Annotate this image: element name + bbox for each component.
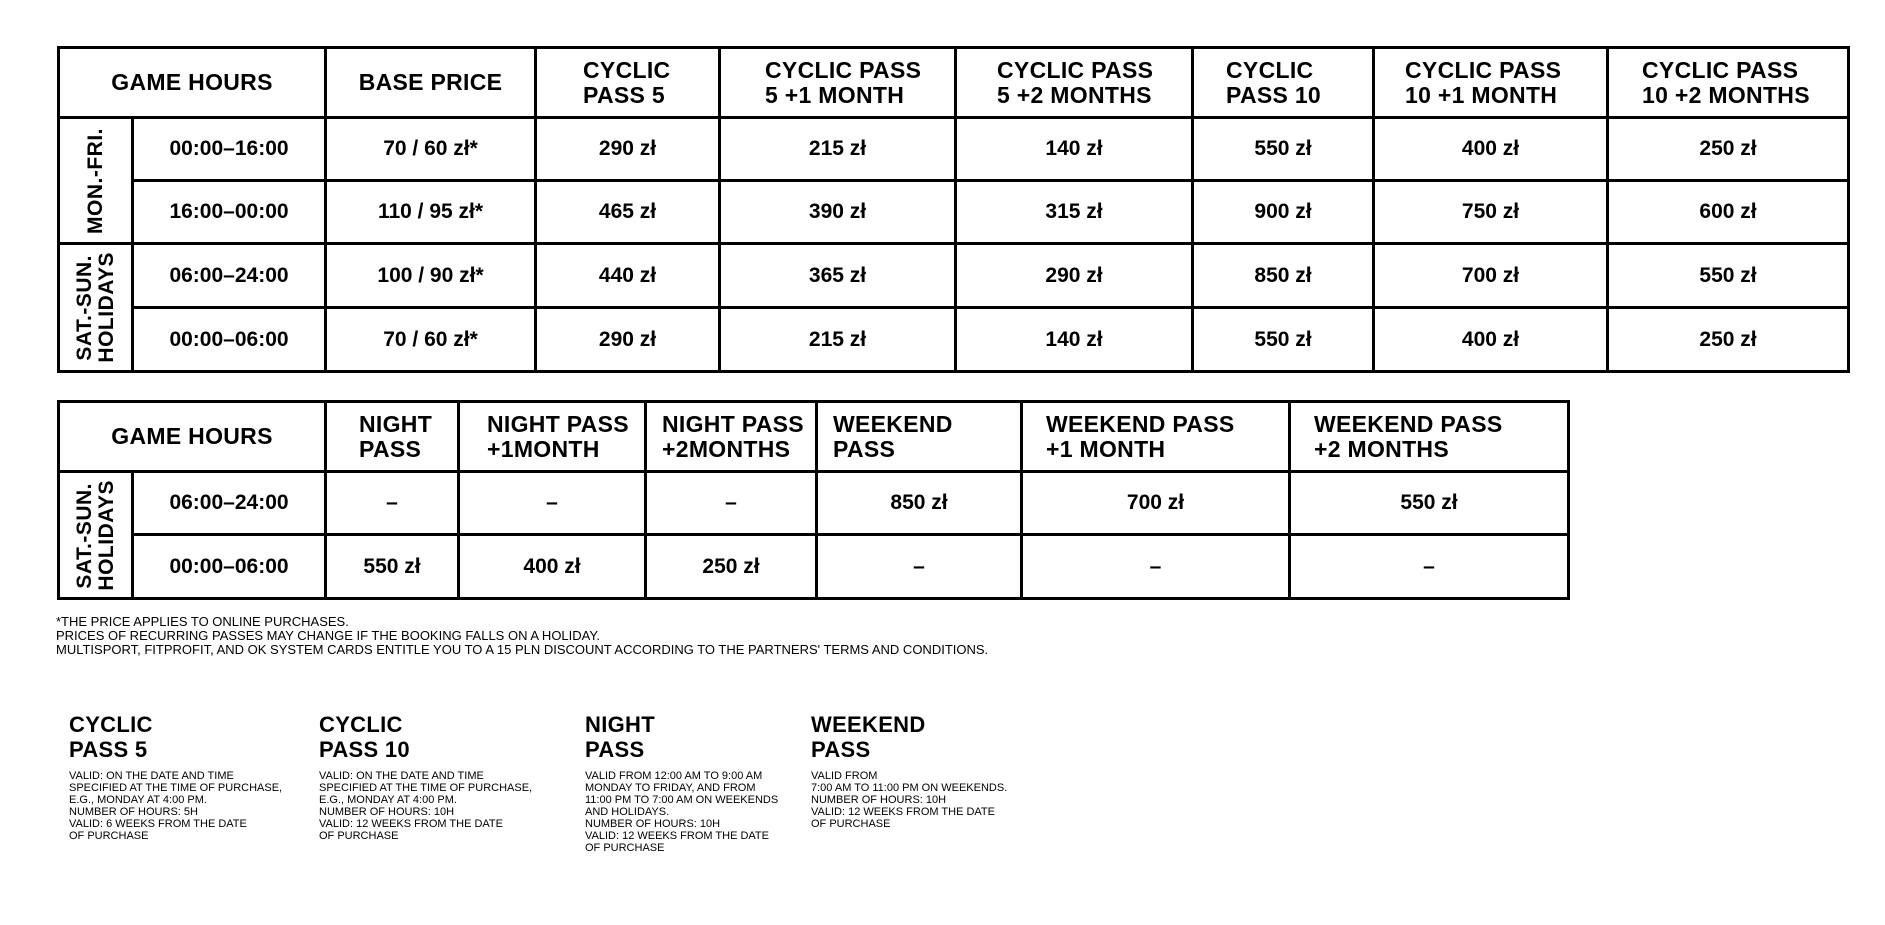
table-row <box>59 308 1849 372</box>
legend-description: VALID FROM 7:00 AM TO 11:00 PM ON WEEKENDS. NUMBER OF HOURS: 10H VALID: 12 WEEKS FROM THE DATE OF PURCHASE <box>811 770 1008 830</box>
base-price-cell: 100 / 90 zł* <box>326 244 536 308</box>
price-cell: 400 zł <box>1374 118 1608 181</box>
legend-description: VALID FROM 12:00 AM TO 9:00 AM MONDAY TO FRIDAY, AND FROM 11:00 PM TO 7:00 AM ON WEEKENDS AND HOLIDAYS. NUMBER OF HOURS: 10H VALID: 12 WEEKS FROM THE DATE OF PURCHASE <box>585 770 779 854</box>
price-cell: 290 zł <box>536 118 720 181</box>
game-hours-cell: 00:00–06:00 <box>133 308 326 372</box>
price-cell: 365 zł <box>720 244 956 308</box>
price-cell: 250 zł <box>1608 308 1849 372</box>
price-cell: 600 zł <box>1608 181 1849 244</box>
price-cell: 250 zł <box>1608 118 1849 181</box>
header-cyclic-pass-10-2m: CYCLIC PASS 10 +2 MONTHS <box>1608 48 1849 118</box>
legend-weekend-pass <box>811 712 1007 830</box>
group-label-weekdays: MON.-FRI. <box>59 118 133 244</box>
legend-description: VALID: ON THE DATE AND TIME SPECIFIED AT THE TIME OF PURCHASE, E.G., MONDAY AT 4:00 PM. NUMBER OF HOURS: 10H VALID: 12 WEEKS FROM THE DATE OF PURCHASE <box>319 770 533 842</box>
price-cell: – <box>1022 535 1290 599</box>
price-cell: 400 zł <box>1374 308 1608 372</box>
footnote-partner-discount: MULTISPORT, FITPROFIT, AND OK SYSTEM CARDS ENTITLE YOU TO A 15 PLN DISCOUNT ACCORDING TO THE PARTNERS' TERMS AND CONDITIONS. <box>56 642 989 657</box>
price-cell: – <box>326 472 459 535</box>
table-row <box>59 118 1849 181</box>
price-cell: 550 zł <box>1193 308 1374 372</box>
table-row <box>59 535 1569 599</box>
base-price-cell: 70 / 60 zł* <box>326 308 536 372</box>
cyclic-pass-price-table <box>57 46 1850 373</box>
price-cell: 400 zł <box>459 535 646 599</box>
price-cell: 215 zł <box>720 308 956 372</box>
price-cell: 900 zł <box>1193 181 1374 244</box>
footnotes <box>56 615 988 657</box>
game-hours-cell: 00:00–06:00 <box>133 535 326 599</box>
header-night-pass-1m: NIGHT PASS +1MONTH <box>459 402 646 472</box>
legend-title: WEEKEND PASS <box>811 712 926 762</box>
header-game-hours: GAME HOURS <box>59 48 326 118</box>
price-cell: 140 zł <box>956 308 1193 372</box>
header-weekend-pass-2m: WEEKEND PASS +2 MONTHS <box>1290 402 1569 472</box>
price-cell: 290 zł <box>536 308 720 372</box>
game-hours-cell: 06:00–24:00 <box>133 244 326 308</box>
header-weekend-pass: WEEKEND PASS <box>817 402 1022 472</box>
price-cell: 250 zł <box>646 535 817 599</box>
legend-title: CYCLIC PASS 5 <box>69 712 153 762</box>
group-label-weekend: SAT.-SUN. HOLIDAYS <box>59 472 133 599</box>
game-hours-cell: 16:00–00:00 <box>133 181 326 244</box>
price-cell: – <box>1290 535 1569 599</box>
price-cell: 550 zł <box>326 535 459 599</box>
night-weekend-pass-price-table <box>57 400 1570 600</box>
price-cell: 290 zł <box>956 244 1193 308</box>
legend-cyclic-pass-10 <box>319 712 532 842</box>
price-cell: 750 zł <box>1374 181 1608 244</box>
price-cell: 390 zł <box>720 181 956 244</box>
price-cell: 550 zł <box>1608 244 1849 308</box>
header-weekend-pass-1m: WEEKEND PASS +1 MONTH <box>1022 402 1290 472</box>
footnote-holiday-change: PRICES OF RECURRING PASSES MAY CHANGE IF THE BOOKING FALLS ON A HOLIDAY. <box>56 628 600 643</box>
table-header-row <box>59 48 1849 118</box>
header-cyclic-pass-5-1m: CYCLIC PASS 5 +1 MONTH <box>720 48 956 118</box>
base-price-cell: 70 / 60 zł* <box>326 118 536 181</box>
table-row <box>59 181 1849 244</box>
price-cell: 140 zł <box>956 118 1193 181</box>
price-cell: 850 zł <box>817 472 1022 535</box>
header-cyclic-pass-5: CYCLIC PASS 5 <box>536 48 720 118</box>
price-cell: 550 zł <box>1193 118 1374 181</box>
table-header-row <box>59 402 1569 472</box>
price-cell: 850 zł <box>1193 244 1374 308</box>
price-cell: 700 zł <box>1374 244 1608 308</box>
price-cell: – <box>459 472 646 535</box>
price-cell: – <box>817 535 1022 599</box>
table-row <box>59 244 1849 308</box>
legend-night-pass <box>585 712 778 854</box>
header-cyclic-pass-5-2m: CYCLIC PASS 5 +2 MONTHS <box>956 48 1193 118</box>
game-hours-cell: 00:00–16:00 <box>133 118 326 181</box>
header-cyclic-pass-10-1m: CYCLIC PASS 10 +1 MONTH <box>1374 48 1608 118</box>
price-cell: 315 zł <box>956 181 1193 244</box>
header-game-hours: GAME HOURS <box>59 402 326 472</box>
table-row <box>59 472 1569 535</box>
footnote-online-price: *THE PRICE APPLIES TO ONLINE PURCHASES. <box>56 614 349 629</box>
price-cell: 550 zł <box>1290 472 1569 535</box>
legend-title: NIGHT PASS <box>585 712 655 762</box>
price-cell: 215 zł <box>720 118 956 181</box>
header-night-pass-2m: NIGHT PASS +2MONTHS <box>646 402 817 472</box>
legend-cyclic-pass-5 <box>69 712 282 842</box>
price-cell: 700 zł <box>1022 472 1290 535</box>
legend-title: CYCLIC PASS 10 <box>319 712 410 762</box>
price-cell: 465 zł <box>536 181 720 244</box>
price-cell: 440 zł <box>536 244 720 308</box>
header-cyclic-pass-10: CYCLIC PASS 10 <box>1193 48 1374 118</box>
base-price-cell: 110 / 95 zł* <box>326 181 536 244</box>
legend-description: VALID: ON THE DATE AND TIME SPECIFIED AT THE TIME OF PURCHASE, E.G., MONDAY AT 4:00 PM. NUMBER OF HOURS: 5H VALID: 6 WEEKS FROM THE DATE OF PURCHASE <box>69 770 283 842</box>
price-cell: – <box>646 472 817 535</box>
header-base-price: BASE PRICE <box>326 48 536 118</box>
group-label-weekend: SAT.-SUN. HOLIDAYS <box>59 244 133 372</box>
header-night-pass: NIGHT PASS <box>326 402 459 472</box>
game-hours-cell: 06:00–24:00 <box>133 472 326 535</box>
